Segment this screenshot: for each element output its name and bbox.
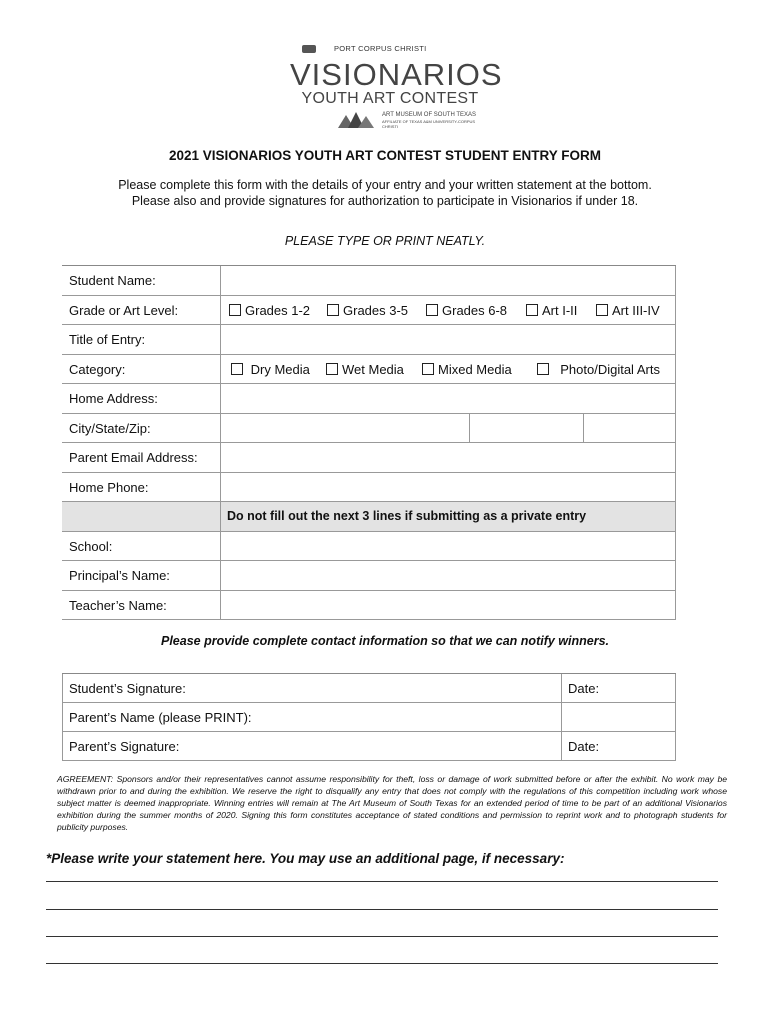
label-date: Date: [568,681,600,696]
checkbox-icon[interactable] [537,363,549,375]
row-category [62,355,676,385]
parent-name-empty-cell [561,703,676,731]
student-date-field[interactable] [561,674,676,702]
category-label: Wet Media [342,361,404,377]
row-school [62,532,676,562]
row-teacher [62,591,676,621]
row-grade [62,296,676,326]
category-option-dry[interactable] [231,362,310,377]
label-school: School: [69,538,113,554]
category-label: Photo/Digital Arts [560,361,660,377]
row-private-entry-note [62,502,676,532]
row-parent-email [62,443,676,473]
museum-logo [290,110,490,130]
row-student-name [62,266,676,296]
divider [469,414,470,443]
checkbox-icon[interactable] [326,363,338,375]
intro-line-1: Please complete this form with the details of your entry and your written statement at the bottom. [118,178,652,192]
logo-subtitle: YOUTH ART CONTEST [301,90,479,107]
label-teacher: Teacher’s Name: [69,597,167,613]
label-title-of-entry: Title of Entry: [69,332,146,347]
checkbox-icon[interactable] [422,363,434,375]
checkbox-icon[interactable] [231,363,243,375]
sponsor-logo [290,44,490,56]
parent-email-field[interactable] [220,443,676,472]
student-name-field[interactable] [220,266,676,295]
category-option-photo[interactable] [537,362,660,377]
label-parent-email: Parent Email Address: [69,450,198,465]
grade-option-art-3-4[interactable] [596,303,660,318]
row-home-phone [62,473,676,503]
label-parent-signature: Parent’s Signature: [69,739,180,754]
label-principal: Principal’s Name: [69,568,170,583]
contest-logo [290,44,503,132]
statement-prompt: *Please write your statement here. You may use an additional page, if necessary: [46,851,565,866]
logo-name: VISIONARIOS [290,57,503,92]
principal-field[interactable] [220,561,676,590]
label-parent-name: Parent’s Name (please PRINT): [69,710,252,725]
title-of-entry-field[interactable] [220,325,676,354]
private-entry-note-cell [220,502,676,531]
label-home-phone: Home Phone: [69,479,149,495]
category-label: Mixed Media [438,361,512,377]
intro-line-2: Please also and provide signatures for authorization to participate in Visionarios if under 18. [131,194,639,208]
divider [583,414,584,443]
cell-border [62,674,63,702]
museum-name: ART MUSEUM OF SOUTH TEXAS [382,112,477,118]
grade-label: Art III-IV [612,302,660,318]
home-address-field[interactable] [220,384,676,413]
checkbox-icon[interactable] [596,304,608,316]
row-parent-name [62,703,676,732]
label-student-name: Student Name: [69,273,156,288]
row-parent-signature [62,732,676,761]
school-field[interactable] [220,532,676,561]
home-phone-field[interactable] [220,473,676,502]
contact-note: Please provide complete contact information so that we can notify winners. [160,634,609,648]
label-category: Category: [69,361,126,377]
row-home-address [62,384,676,414]
intro-text [0,177,770,209]
grade-label: Grades 1-2 [245,302,311,318]
label-date: Date: [568,739,600,754]
grade-option-art-1-2[interactable] [526,303,577,318]
signature-table [62,673,676,761]
statement-line-1[interactable] [46,881,718,882]
grade-options [220,296,676,325]
entry-form-table [62,265,676,620]
statement-line-4[interactable] [46,963,718,964]
row-city-state-zip [62,414,676,444]
category-options [220,355,676,384]
agreement-text: AGREEMENT: Sponsors and/or their representatives cannot assume responsibility for theft, loss or damage of work submitted before or after the exhibit. No work may be withdrawn prior to and during the exhibition. We reserve the right to disqualify any entry that does not comply with the regulations of this competition including work whose subject matter is deemed inappropriate. Winning entries will remain at The Art Museum of South Texas for an extended period of time to be part of an additional Visionarios exhibition during the summer months of 2020. Signing this form constitutes acceptance of stated conditions and permission to reprint work and to photograph students for publicity purposes. [57,774,727,832]
row-principal [62,561,676,591]
cell-border [62,732,63,760]
mountain-icon [338,112,374,128]
label-grade: Grade or Art Level: [69,302,179,318]
label-student-signature: Student’s Signature: [69,681,186,696]
museum-subtitle: AFFILIATE OF TEXAS A&M UNIVERSITY-CORPUS CHRISTI [382,119,476,129]
teacher-field[interactable] [220,591,676,620]
port-logo-icon [302,45,316,53]
city-state-zip-field[interactable] [220,414,676,443]
grade-label: Grades 6-8 [442,302,508,318]
grade-label: Art I-II [542,302,578,318]
checkbox-icon[interactable] [327,304,339,316]
label-home-address: Home Address: [69,391,158,406]
label-city-state-zip: City/State/Zip: [69,420,151,436]
grade-option-6-8[interactable] [426,303,507,318]
checkbox-icon[interactable] [526,304,538,316]
statement-line-2[interactable] [46,909,718,910]
grade-option-3-5[interactable] [327,303,408,318]
category-label: Dry Media [250,361,310,377]
grade-label: Grades 3-5 [343,302,409,318]
sponsor-name: PORT CORPUS CHRISTI [334,44,427,53]
parent-date-field[interactable] [561,732,676,760]
private-entry-note: Do not fill out the next 3 lines if submitting as a private entry [227,509,587,523]
checkbox-icon[interactable] [426,304,438,316]
row-title-of-entry [62,325,676,355]
print-neatly-note: PLEASE TYPE OR PRINT NEATLY. [284,234,486,248]
row-student-signature [62,674,676,703]
cell-border [62,703,63,731]
grade-option-1-2[interactable] [229,303,310,318]
category-option-wet[interactable] [326,362,404,377]
checkbox-icon[interactable] [229,304,241,316]
statement-line-3[interactable] [46,936,718,937]
category-option-mixed[interactable] [422,362,512,377]
form-title: 2021 VISIONARIOS YOUTH ART CONTEST STUDENT ENTRY FORM [168,148,602,163]
